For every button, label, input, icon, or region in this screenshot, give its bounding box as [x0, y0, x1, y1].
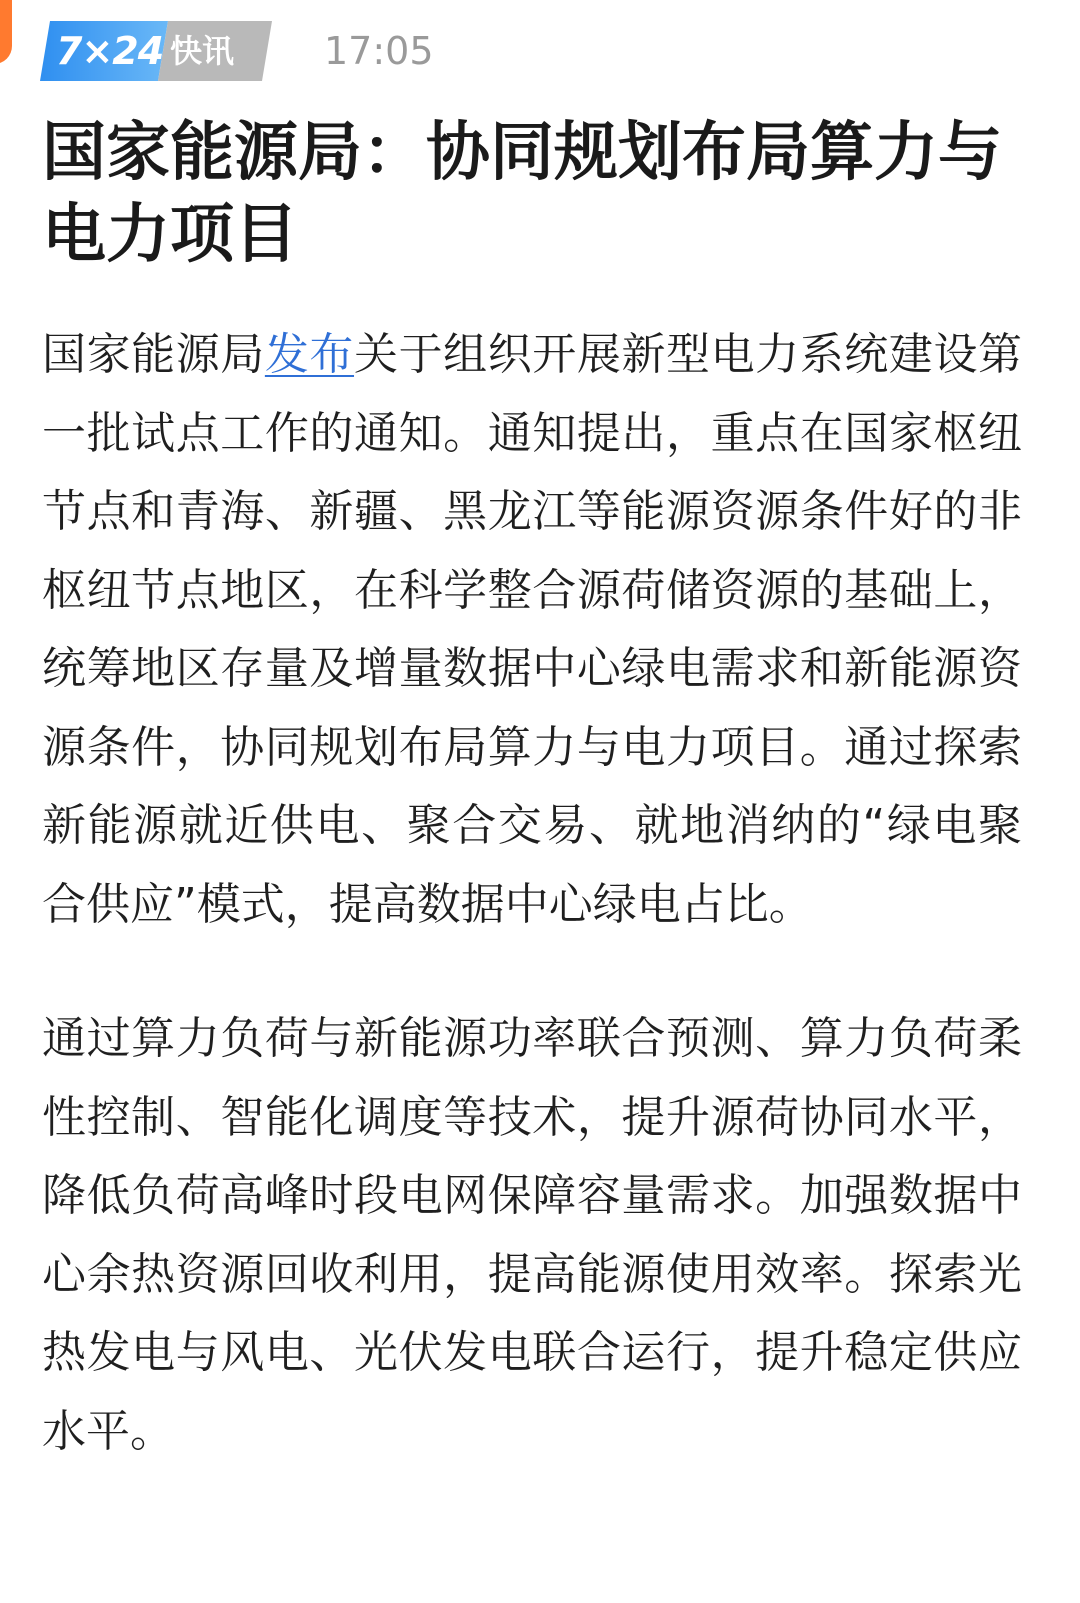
badge-flash-label: 快讯: [170, 32, 235, 70]
corner-accent: [0, 0, 12, 64]
publish-time: 17:05: [324, 29, 434, 73]
badge-7x24-label: 7×24: [56, 29, 164, 73]
p1-text-after-link: 关于组织开展新型电力系统建设第一批试点工作的通知。通知提出，重点在国家枢纽节点和青海、新疆、黑龙江等能源资源条件好的非枢纽节点地区，在科学整合源荷储资源的基础上，统筹地区存量及增量数据中心绿电需求和新能源资源条件，协同规划布局算力与电力项目。通过探索新能源就近供电、聚合交易、就地消纳的“绿电聚合供应”模式，提高数据中心绿电占比。: [42, 329, 1023, 930]
article-paragraph-1: [42, 316, 1022, 944]
flash-news-badge: [40, 21, 272, 81]
p1-text-before-link: 国家能源局: [42, 329, 265, 380]
news-header: [40, 18, 434, 84]
publish-link[interactable]: 发布: [264, 329, 355, 380]
article-title: 国家能源局：协同规划布局算力与电力项目: [42, 116, 1002, 272]
article-body: [42, 316, 1022, 1471]
article-paragraph-2: 通过算力负荷与新能源功率联合预测、算力负荷柔性控制、智能化调度等技术，提升源荷协同水平，降低负荷高峰时段电网保障容量需求。加强数据中心余热资源回收利用，提高能源使用效率。探索光热发电与风电、光伏发电联合运行，提升稳定供应水平。: [42, 1013, 1022, 1457]
